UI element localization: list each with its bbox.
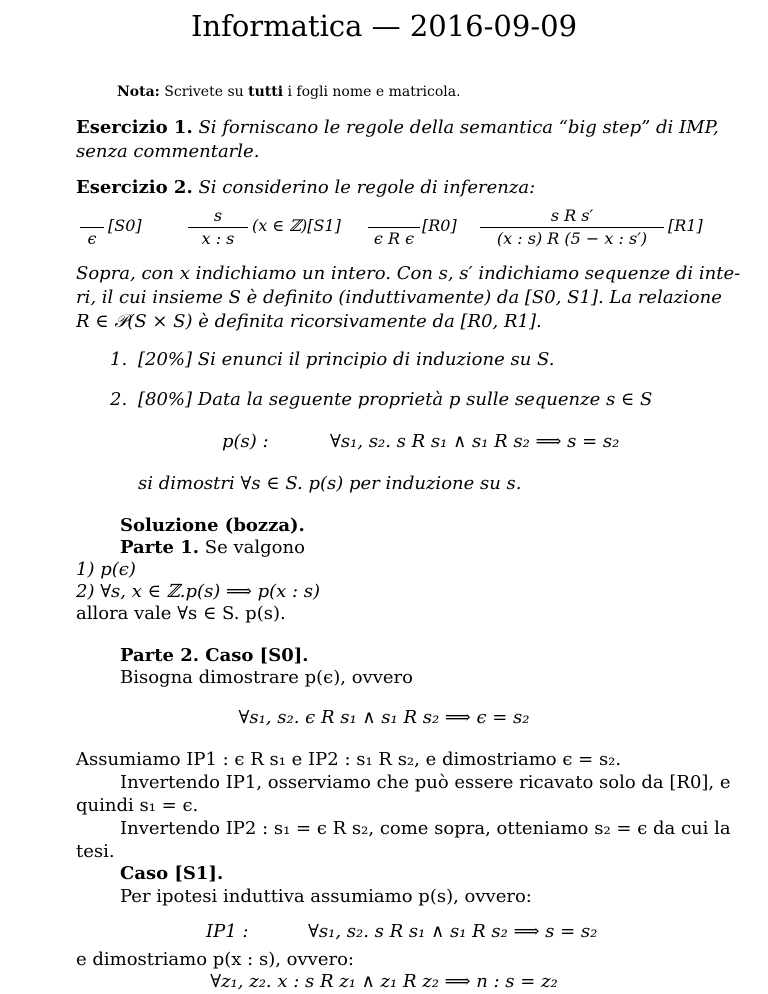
exercise-2-desc-1: Sopra, con x indichiamo un intero. Con s, s′ indichiamo sequenze di inte- [76,263,741,284]
part-1-line [120,536,305,560]
part-1-conclusion: allora vale ∀s ∈ S. p(s). [76,603,286,624]
rule-r0-conclusion: ϵ R ϵ [373,229,415,248]
item-2-end: si dimostri ∀s ∈ S. p(s) per induzione su s. [138,473,522,494]
item-2-text: [80%] Data la seguente proprietà p sulle sequenze s ∈ S [138,389,653,410]
rule-s1 [188,206,248,249]
rule-r1 [480,206,664,249]
part-2-line-6: tesi. [76,841,115,862]
part-2-line-5: Invertendo IP2 : s₁ = ϵ R s₂, come sopra, otteniamo s₂ = ϵ da cui la [120,818,731,839]
exercise-2-desc-2: ri, il cui insieme S è definito (induttivamente) da [S0, S1]. La relazione [76,287,722,308]
final-formula: ∀z₁, z₂. x : s R z₁ ∧ z₁ R z₂ ⟹ n : s = z₂ [210,971,558,992]
case-s1-label: Caso [S1]. [120,863,224,884]
exercise-1-label: Esercizio 1. [76,117,193,138]
exercise-2-label: Esercizio 2. [76,177,193,198]
note-label: Nota: [117,84,160,100]
note-line [117,82,461,102]
rule-s1-premise: s [213,206,223,225]
part-2-formula: ∀s₁, s₂. ϵ R s₁ ∧ s₁ R s₂ ⟹ ϵ = s₂ [238,707,530,728]
rule-s1-conclusion: x : s [201,229,235,248]
note-text-after: i fogli nome e matricola. [287,84,461,100]
note-bold-word: tutti [248,84,284,100]
rule-s0-premise [80,206,104,226]
rule-r1-premise: s R s′ [550,206,594,225]
rule-r1-label: [R1] [668,216,703,235]
part-2-line-3: Invertendo IP1, osserviamo che può essere ricavato solo da [R0], e [120,772,731,793]
rule-r1-conclusion: (x : s) R (5 − x : s′) [496,229,648,248]
case-s1-line-2: e dimostriamo p(x : s), ovvero: [76,949,354,970]
rule-r0-label: [R0] [422,216,457,235]
exercise-2-desc-3: R ∈ 𝒫(S × S) è definita ricorsivamente da [R0, R1]. [76,311,542,332]
part-1-item-1: 1) p(ϵ) [76,559,136,580]
part-2-label: Parte 2. Caso [S0]. [120,645,309,666]
induction-hypothesis-lhs: IP1 : [206,921,249,942]
solution-heading: Soluzione (bozza). [120,515,305,536]
rule-s0 [80,206,104,249]
exercise-2-intro-text: Si considerino le regole di inferenza: [198,177,536,198]
part-2-line-4: quindi s₁ = ϵ. [76,795,199,816]
item-1-text: [20%] Si enunci il principio di induzione su S. [138,349,555,370]
exercise-1-line-2: senza commentarle. [76,141,260,162]
part-1-item-2: 2) ∀s, x ∈ ℤ.p(s) ⟹ p(x : s) [76,581,321,602]
exercise-1-line-1 [76,116,719,140]
part-2-line-2: Assumiamo IP1 : ϵ R s₁ e IP2 : s₁ R s₂, e dimostriamo ϵ = s₂. [76,749,622,770]
induction-hypothesis-rhs: ∀s₁, s₂. s R s₁ ∧ s₁ R s₂ ⟹ s = s₂ [308,921,598,942]
part-2-line-1: Bisogna dimostrare p(ϵ), ovvero [120,667,413,688]
exercise-1-text: Si forniscano le regole della semantica “big step” di IMP, [198,117,719,138]
rule-s1-label: (x ∈ ℤ)[S1] [252,216,341,235]
note-text-before: Scrivete su [164,84,244,100]
property-rhs: ∀s₁, s₂. s R s₁ ∧ s₁ R s₂ ⟹ s = s₂ [330,431,620,452]
part-1-label: Parte 1. [120,537,200,558]
rule-s0-label: [S0] [108,216,142,235]
item-1-number: 1. [110,349,128,370]
page-title: Informatica — 2016-09-09 [190,9,578,43]
case-s1-line-1: Per ipotesi induttiva assumiamo p(s), ovvero: [120,886,532,907]
part-1-text: Se valgono [204,537,305,558]
item-2-number: 2. [110,389,128,410]
rule-r0-premise [368,206,420,226]
exercise-2-intro [76,176,535,200]
rule-s0-conclusion: ϵ [87,229,97,248]
property-lhs: p(s) : [222,431,269,452]
rule-r0 [368,206,420,249]
